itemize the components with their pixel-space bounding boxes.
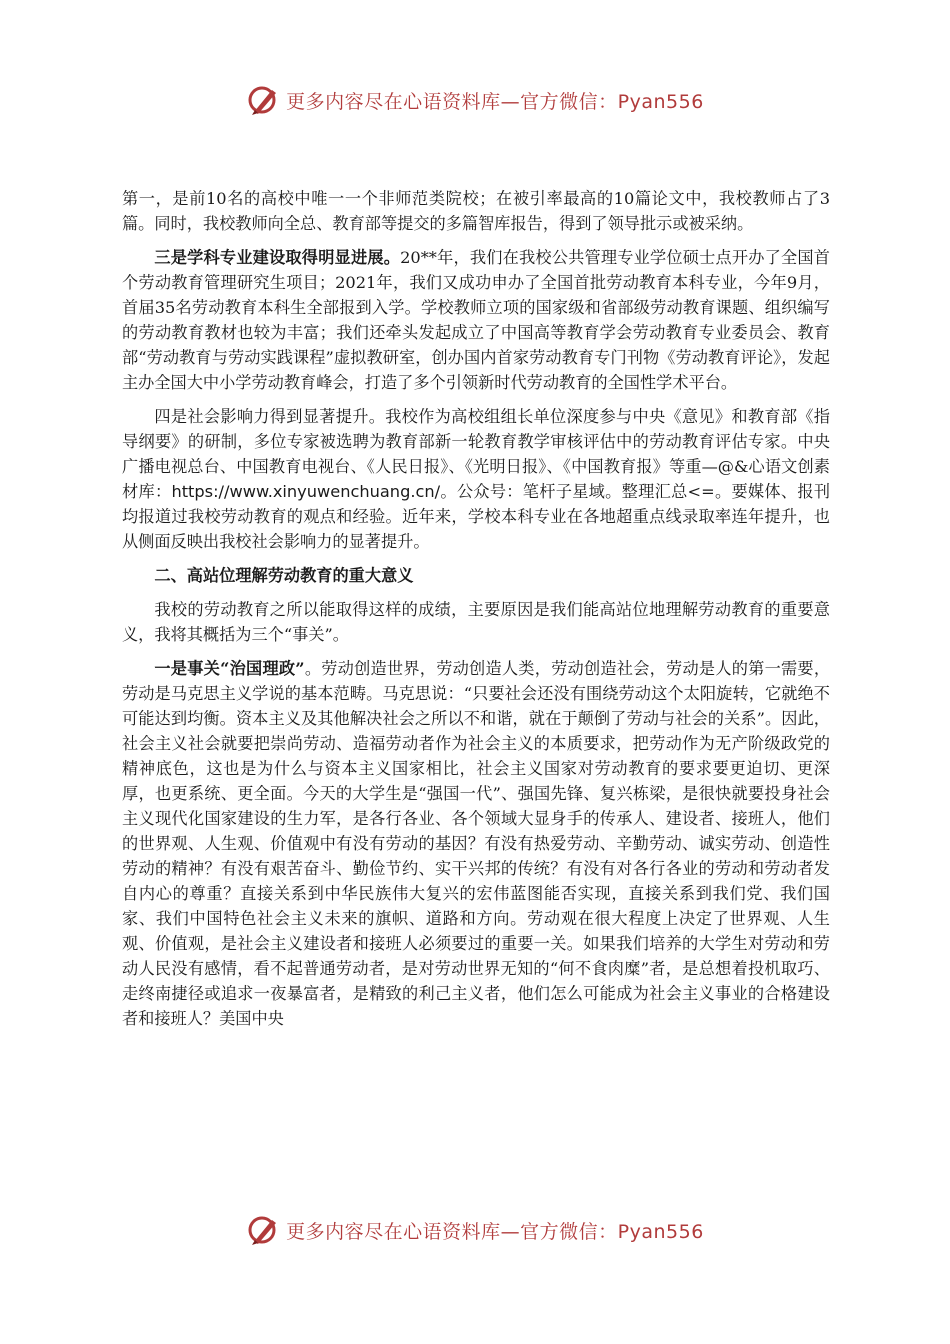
website-link[interactable]: https://www.xinyuwenchuang.cn/: [171, 482, 441, 501]
paragraph-3-text-b: 。公众号：笔杆子星域。整理汇总<=。要媒体、报刊均报道过我校劳动教育的观点和经验。近年来，学校本科专业在各地超重点线录取率连年提升，也从侧面反映出我校社会影响力的显著提升。: [122, 482, 831, 551]
paragraph-5-lead: 一是事关“治国理政”: [154, 659, 305, 678]
paragraph-1: 第一，是前10名的高校中唯一一个非师范类院校；在被引率最高的10篇论文中，我校教师占了3篇。同时，我校教师向全总、教育部等提交的多篇智库报告，得到了领导批示或被采纳。: [122, 189, 830, 233]
pen-circle-logo-icon: [246, 82, 282, 118]
header-banner: [0, 80, 950, 120]
paragraph-3: [122, 404, 830, 554]
header-text: 更多内容尽在心语资料库—官方微信：Pyan556: [286, 90, 704, 113]
paragraph-4: 我校的劳动教育之所以能取得这样的成绩，主要原因是我们能高站位地理解劳动教育的重要意义，我将其概括为三个“事关”。: [122, 600, 830, 644]
footer-banner: [0, 1210, 950, 1250]
paragraph-2-text: 20**年，我们在我校公共管理专业学位硕士点开办了全国首个劳动教育管理研究生项目；2021年，我们又成功申办了全国首批劳动教育本科专业，今年9月，首届35名劳动教育本科生全部报到入学。学校教师立项的国家级和省部级劳动教育课题、组织编写的劳动教育教材也较为丰富；我们还牵头发起成立了中国高等教育学会劳动教育专业委员会、教育部“劳动教育与劳动实践课程”虚拟教研室，创办国内首家劳动教育专门刊物《劳动教育评论》，发起主办全国大中小学劳动教育峰会，打造了多个引领新时代劳动教育的全国性学术平台。: [122, 248, 830, 392]
paragraph-2: [122, 245, 830, 395]
paragraph-3-text-a: 四是社会影响力得到显著提升。我校作为高校组组长单位深度参与中央《意见》和教育部《指导纲要》的研制，多位专家被选聘为教育部新一轮教育教学审核评估中的劳动教育评估专家。中央广播电视总台、中国教育电视台、《人民日报》、《光明日报》、《中国教育报》等重—@&心语文创素材库：: [122, 407, 830, 501]
section-heading: 二、高站位理解劳动教育的重大意义: [154, 566, 414, 585]
paragraph-5: [122, 656, 830, 1031]
paragraph-5-text: 。劳动创造世界，劳动创造人类，劳动创造社会，劳动是人的第一需要，劳动是马克思主义学说的基本范畴。马克思说：“只要社会还没有围绕劳动这个太阳旋转，它就绝不可能达到均衡。资本主义及其他解决社会之所以不和谐，就在于颠倒了劳动与社会的关系”。因此，社会主义社会就要把崇尚劳动、造福劳动者作为社会主义的本质要求，把劳动作为无产阶级政党的精神底色，这也是为什么与资本主义国家相比，社会主义国家对劳动教育的要求要更迫切、更深厚，也更系统、更全面。今天的大学生是“强国一代”、强国先锋、复兴栋梁，是很快就要投身社会主义现代化国家建设的生力军，是各行各业、各个领域大显身手的传承人、建设者、接班人，他们的世界观、人生观、价值观中有没有劳动的基因？有没有热爱劳动、辛勤劳动、诚实劳动、创造性劳动的精神？有没有艰苦奋斗、勤俭节约、实干兴邦的传统？有没有对各行各业的劳动和劳动者发自内心的尊重？直接关系到中华民族伟大复兴的宏伟蓝图能否实现，直接关系到我们党、我们国家、我们中国特色社会主义未来的旗帜、道路和方向。劳动观在很大程度上决定了世界观、人生观、价值观，是社会主义建设者和接班人必须要过的重要一关。如果我们培养的大学生对劳动和劳动人民没有感情，看不起普通劳动者，是对劳动世界无知的“何不食肉糜”者，是总想着投机取巧、走终南捷径或追求一夜暴富者，是精致的利己主义者，他们怎么可能成为社会主义事业的合格建设者和接班人？美国中央: [122, 659, 831, 1028]
document-body: [122, 186, 830, 1040]
footer-text: 更多内容尽在心语资料库—官方微信：Pyan556: [286, 1220, 704, 1243]
pen-circle-logo-icon: [246, 1212, 282, 1248]
paragraph-2-lead: 三是学科专业建设取得明显进展。: [154, 248, 401, 267]
